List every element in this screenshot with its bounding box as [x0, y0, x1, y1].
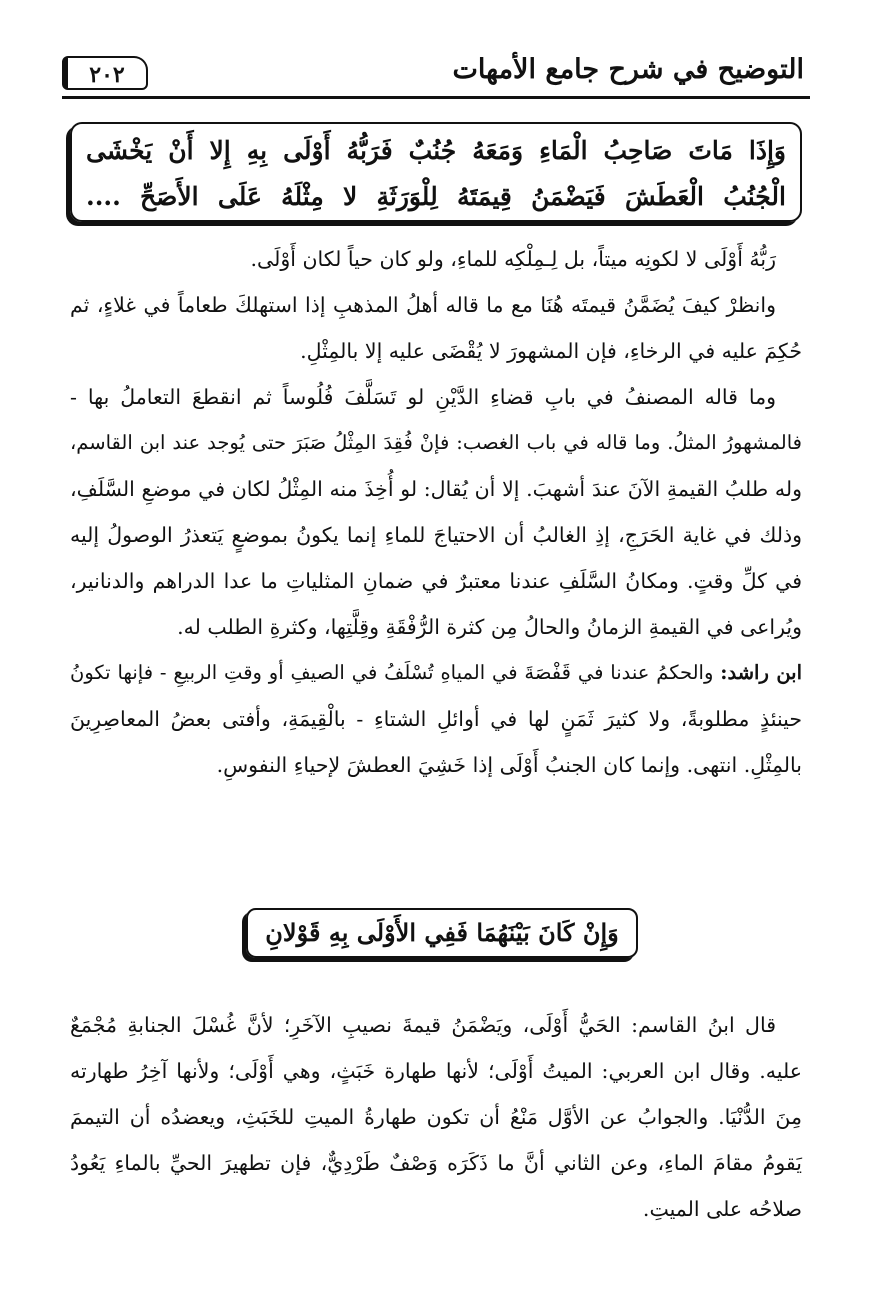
text-line: وله طلبُ القيمةِ الآنَ عندَ أشهبَ. إلا أن يُقال: لو أُخِذَ منه المِثْلُ لكان في موضعِ السَّلَفِ، [70, 477, 802, 501]
page-number: ٢٠٢ [62, 56, 148, 90]
text-line: في كلِّ وقتٍ. ومكانُ السَّلَفِ عندنا معتبرٌ في ضمانِ المثلياتِ ما عدا الدراهم والدنانير، [70, 569, 802, 593]
text-line: قال ابنُ القاسم: الحَيُّ أَوْلَى، ويَضْمَنُ قيمةَ نصيبِ الآخَرِ؛ لأنَّ غُسْلَ الجنابةِ مُجْمَعٌ [70, 1013, 776, 1037]
matn-line: الْجُنُبُ الْعَطَشَ فَيَضْمَنُ قِيمَتَهُ لِلْوَرَثَةِ لا مِثْلَهُ عَلَى الأَصَحِّ .... [86, 182, 786, 211]
text-line: بالمِثْلِ. انتهى. وإنما كان الجنبُ أَوْلَى إذا خَشِيَ العطشَ لإحياءِ النفوسِ. [216, 753, 802, 777]
text-line: ويُراعى في القيمةِ الزمانُ والحالُ مِن كثرة الرُّفْقَةِ وقِلَّتِها، وكثرةِ الطلب له. [177, 615, 802, 639]
matn-sub-heading: وَإِنْ كَانَ بَيْنَهُمَا فَفِي الأَوْلَى بِهِ قَوْلانِ [246, 908, 638, 958]
text-line: فالمشهورُ المثلُ. وما قاله في باب الغصب: فإنْ فُقِدَ المِثْلُ صَبَرَ حتى يُوجد عند ابن القاسم، [70, 431, 802, 454]
text-line: عليه. وقال ابن العربي: الميتُ أَوْلَى؛ لأنها طهارة خَبَثٍ، وهي أَوْلَى؛ ولأنها آخِرُ طهارته [70, 1059, 802, 1083]
running-header [62, 52, 810, 99]
text-line: يَقومُ مقامَ الماءِ، وعن الثاني أنَّ ما ذَكَرَه وَصْفٌ طَرْدِيٌّ، فإن تطهيرَ الحيِّ بالماءِ يَعُودُ [70, 1151, 802, 1175]
text-line: وما قاله المصنفُ في بابِ قضاءِ الدَّيْنِ لو تَسَلَّفَ فُلُوساً ثم انقطعَ التعاملُ بها - [70, 385, 776, 409]
matn-line: وَإِذَا مَاتَ صَاحِبُ الْمَاءِ وَمَعَهُ جُنُبٌ فَرَبُّهُ أَوْلَى بِهِ إِلا أَنْ يَخْشَى [86, 136, 786, 165]
text-line: صلاحُه على الميتِ. [642, 1197, 802, 1221]
commentary-block-2 [70, 1002, 802, 1232]
ibn-rushd-label: ابن راشد: [720, 661, 803, 684]
book-title: التوضيح في شرح جامع الأمهات [452, 54, 804, 85]
text-line [70, 650, 802, 696]
commentary-block-1 [70, 236, 802, 788]
text-line: حينئذٍ مطلوبةً، ولا كثيرَ ثَمَنٍ لها في أوائلِ الشتاءِ - بالْقِيمَةِ، وأفتى بعضُ المعاصِرِينَ [70, 707, 802, 731]
text-line: وانظرْ كيفَ يُضَمَّنُ قيمتَه هُنَا مع ما قاله أهلُ المذهبِ إذا استهلكَ طعاماً في غلاءٍ، ثم [70, 293, 776, 317]
text-line: حُكِمَ عليه في الرخاءِ، فإن المشهورَ لا يُقْضَى عليه إلا بالمِثْلِ. [300, 339, 802, 363]
text-line: مِنَ الدُّنْيَا. والجوابُ عن الأوَّل مَنْعُ أن تكون طهارةُ الميتِ للخَبَثِ، ويعضدُه أن التيممَ [70, 1105, 802, 1129]
text-line: رَبُّهُ أَوْلَى لا لكونِه ميتاً، بل لِـمِلْكِه للماءِ، ولو كان حياً لكان أَوْلَى. [250, 247, 776, 271]
text-span: والحكمُ عندنا في قَفْصَةَ في المياهِ تُسْلَفُ في الصيفِ أو وقتِ الربيعِ - فإنها تكونُ [70, 661, 714, 684]
text-line: وذلك في غاية الحَرَجِ، إذِ الغالبُ أن الاحتياجَ للماءِ إنما يكونُ بموضعٍ يَتعذرُ الوصولُ إليه [70, 523, 802, 547]
matn-box [70, 122, 802, 222]
